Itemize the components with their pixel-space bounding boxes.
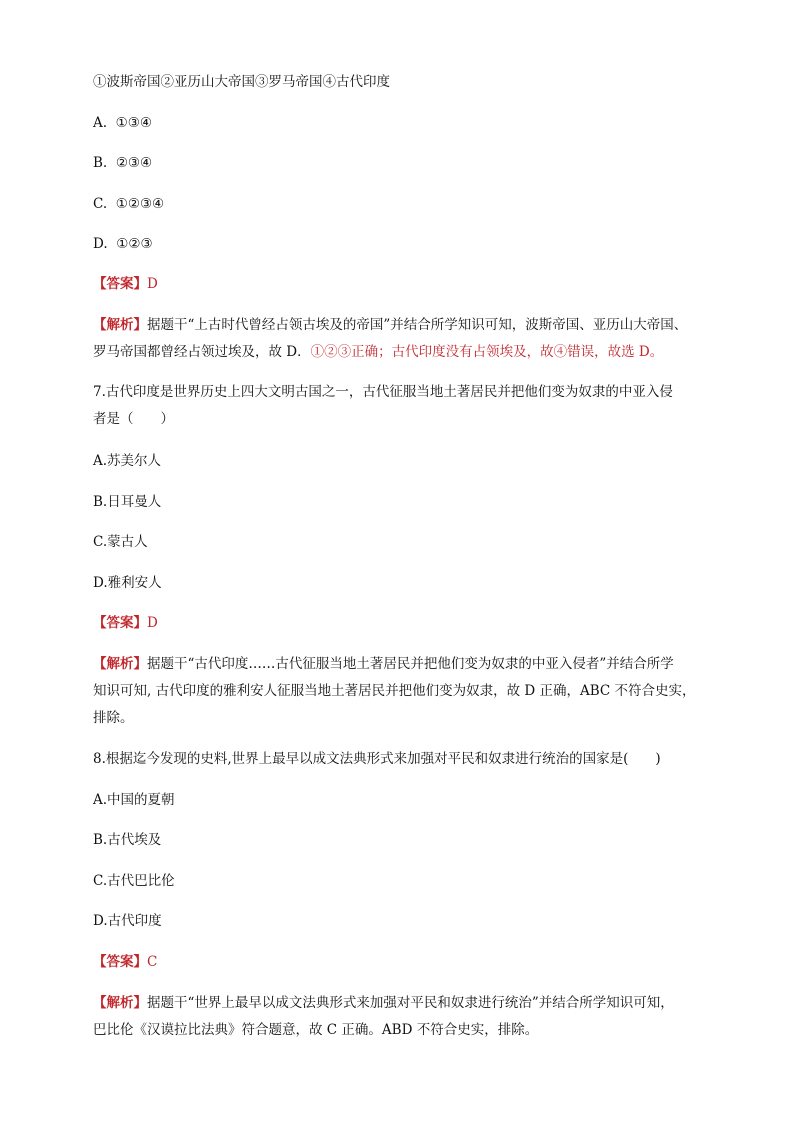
q6-option-a-text: ①③④ (115, 115, 152, 131)
q6-answer-label: 【答案】 (93, 276, 147, 292)
q8-answer (93, 952, 157, 972)
q8-option-a: A.中国的夏朝 (93, 792, 175, 808)
q6-analysis-label: 【解析】 (93, 317, 147, 333)
q6-option-d (93, 234, 153, 254)
q7-stem-line-1: 7.古代印度是世界历史上四大文明古国之一，古代征服当地土著居民并把他们变为奴隶的中亚入侵 (93, 384, 673, 400)
q7-stem-line-2: 者是（ ） (93, 411, 174, 427)
q8-stem-line-1: 8.根据迄今发现的史料,世界上最早以成文法典形式来加强对平民和奴隶进行统治的国家是( ) (93, 751, 661, 767)
q7-answer-value: D (147, 615, 158, 631)
q7-analysis-label: 【解析】 (93, 656, 147, 672)
q6-answer (93, 274, 158, 294)
q6-answer-value: D (147, 276, 158, 292)
q6-analysis-text-2b: ①②③正确；古代印度没有占领埃及，故④错误，故选 D。 (310, 344, 664, 360)
q8-option-c: C.古代巴比伦 (93, 873, 175, 889)
q6-option-d-text: ①②③ (116, 236, 153, 252)
q8-analysis-line-2: 巴比伦《汉谟拉比法典》符合题意，故 C 正确。ABD 不符合史实，排除。 (93, 1022, 539, 1038)
q7-analysis-line-3: 排除。 (93, 710, 134, 726)
q6-stem-tail: ①波斯帝国②亚历山大帝国③罗马帝国④古代印度 (93, 74, 390, 90)
q7-analysis-text-1: 据题干“古代印度……古代征服当地土著居民并把他们变为奴隶的中亚入侵者”并结合所学 (147, 656, 674, 672)
q6-option-a-letter: A. (93, 115, 108, 131)
q7-option-b: B.日耳曼人 (93, 494, 162, 510)
q6-option-c (93, 194, 164, 214)
q8-answer-value: C (147, 954, 158, 970)
q7-option-d: D.雅利安人 (93, 575, 162, 591)
q8-analysis-label: 【解析】 (93, 995, 147, 1011)
q6-option-d-letter: D. (93, 236, 108, 252)
q6-option-a (93, 113, 152, 133)
q7-answer-label: 【答案】 (93, 615, 147, 631)
q7-analysis-line-2: 知识可知, 古代印度的雅利安人征服当地土著居民并把他们变为奴隶，故 D 正确，ABC 不符合史实， (93, 683, 696, 699)
q8-option-d: D.古代印度 (93, 913, 162, 929)
q6-analysis-text-2a: 罗马帝国都曾经占领过埃及，故 D． (93, 344, 311, 360)
q7-analysis-line-1 (93, 654, 674, 674)
q6-analysis-line-2 (93, 342, 663, 362)
q8-answer-label: 【答案】 (93, 954, 147, 970)
q6-option-b-letter: B. (93, 155, 108, 171)
q8-analysis-line-1 (93, 993, 674, 1013)
q6-option-c-letter: C. (93, 196, 108, 212)
q6-analysis-text-1: 据题干“上古时代曾经占领古埃及的帝国”并结合所学知识可知，波斯帝国、亚历山大帝国、 (147, 317, 688, 333)
q8-analysis-text-1: 据题干“世界上最早以成文法典形式来加强对平民和奴隶进行统治”并结合所学知识可知， (147, 995, 674, 1011)
q7-option-a: A.苏美尔人 (93, 453, 162, 469)
q6-option-b (93, 153, 152, 173)
q7-answer (93, 613, 158, 633)
q6-analysis-line-1 (93, 315, 687, 335)
q7-option-c: C.蒙古人 (93, 534, 148, 550)
q8-option-b: B.古代埃及 (93, 832, 162, 848)
q6-option-b-text: ②③④ (115, 155, 153, 171)
q6-option-c-text: ①②③④ (115, 196, 165, 212)
